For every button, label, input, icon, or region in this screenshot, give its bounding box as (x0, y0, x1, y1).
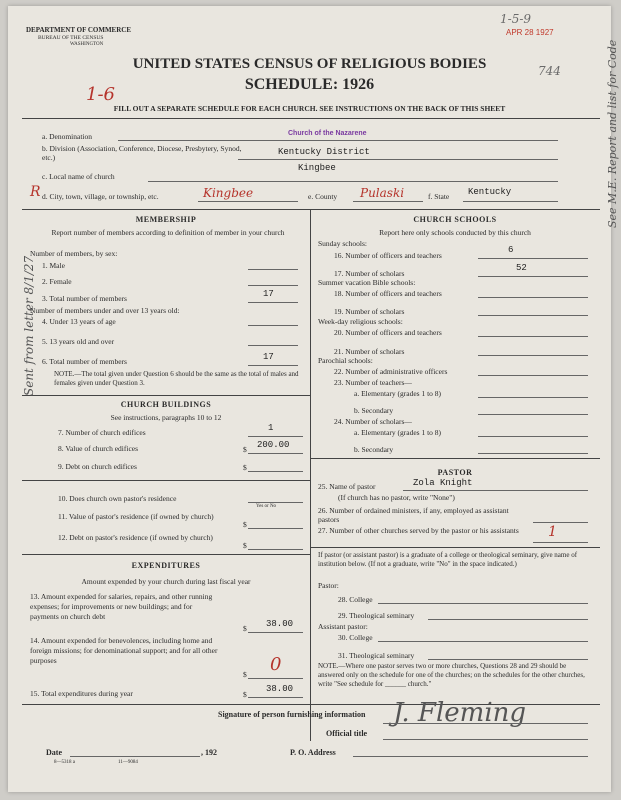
total-members-value: 17 (263, 289, 274, 299)
edifice-value: 200.00 (257, 440, 290, 450)
city-field-value: Kingbee (203, 186, 254, 200)
running-expenses-value: 38.00 (266, 619, 294, 629)
denomination-label: a. Denomination (42, 132, 92, 141)
received-date-stamp: APR 28 1927 (506, 28, 554, 37)
official-title-label: Official title (326, 729, 368, 738)
benevolence-value: 0 (270, 654, 282, 675)
bureau-label: BUREAU OF THE CENSUS (38, 35, 104, 41)
form-instruction: FILL OUT A SEPARATE SCHEDULE FOR EACH CHURCH. SEE INSTRUCTIONS ON THE BACK OF THIS SHEET (113, 104, 506, 113)
sunday-scholars-value: 52 (516, 263, 527, 273)
membership-intro: Report number of members according to definition of member in your church (51, 228, 285, 237)
denomination-value: Church of the Nazarene (288, 130, 367, 137)
total-members-value-2: 17 (263, 352, 274, 362)
stamp-code: 744 (538, 64, 561, 78)
left-margin-note: Sent from letter 8/1/27 (22, 255, 36, 396)
buildings-heading: CHURCH BUILDINGS (120, 400, 212, 409)
division-value: Kentucky District (278, 147, 370, 157)
stamp-number: 1-5-9 (500, 12, 532, 26)
edifices-value: 1 (268, 423, 274, 433)
form-title: UNITED STATES CENSUS OF RELIGIOUS BODIES (132, 56, 487, 72)
department-label: DEPARTMENT OF COMMERCE (26, 26, 132, 34)
city-label: WASHINGTON (70, 42, 104, 47)
header-rule (22, 118, 600, 119)
county-label: e. County (308, 192, 338, 201)
hand-r-mark: R (30, 184, 41, 200)
pastor-heading: PASTOR (437, 468, 473, 477)
census-schedule-sheet: DEPARTMENT OF COMMERCE BUREAU OF THE CENSUS WASHINGTON 1-5-9 APR 28 1927 744 UNITED STATES CENSUS OF RELIGIOUS BODIES SCHEDULE: 1926 1-6 FILL OUT A SEPARATE SCHEDULE FOR EACH CHURCH. SEE INSTRUCTIONS ON THE BACK OF THIS SHEET a. Denomination Church of the Nazarene b. Division (Association, Conference, Diocese, Presbytery, Synod, etc.) Kentucky District Kingbee c. Local name of church R d. City, town, village, or township, etc. Kingbee e. County Pulaski f. State Kentucky MEMBERSHIP Report number of members according to definition of member in your church Number of members, by sex: 1. Male 2. Female 3. Total number of members 17 Number of members under and over 13 years old: 4. Under 13 years of age 5. 13 years old and over 6. Total number of members 17 NOTE.—The total given under Question 6 should be the same as the total of males and females given under Question 3. CHURCH BUILDINGS See instructions, paragraphs 10 to 12 7. Number of church edifices 1 8. Value of church edifices $ 200.00 9. Debt on church edifices $ 10. Does church own pastor's residence Yes or No 11. Value of pastor's residence (if owned by church) $ 12. Debt on pastor's residence (if owned by church) $ EXPENDITURES Amount expended by your church during last fiscal year 13. Amount expended for salaries, repairs, and other running expenses; for improvements or new buildings; and for payments on church debt $ 38.00 14. Amount expended for benevolences, including home and foreign missions; for denominational support; and for all other purposes $ 0 15. Total expenditures during year $ 38.00 CHURCH SCHOOLS Report here only schools conducted by this church Sunday schools: 16. Number of officers and teachers 6 17. Number of scholars 52 Summer vacation Bible schools: 18. Number of officers and teachers 19. Number of scholars Week-day religious schools: 20. Number of officers and teachers 21. Number of scholars Parochial schools: 22. Number of administrative officers 23. Number of teachers— a. Elementary (grades 1 to 8) b. Secondary 24. Number of scholars— a. Elementary (grades 1 to 8) b. Secondary PASTOR 25. Name of pastor Zola Knight (If church has no pastor, write "None") 26. Number of ordained ministers, if any, employed as assistant pastors 27. Number of other churches served by the pastor or his assistants 1 If pastor (or assistant pastor) is a graduate of a college or theological seminary, give name of institution below. (If not a graduate, write "No" in the space indicated.) Pastor: 28. College 29. Theological seminary Assistant pastor: 30. College 31. Theological seminary NOTE.—Where one pastor serves two or more churches, Questions 28 and 29 should be answered only on the schedule for one of the churches; on the schedules for the other churches, write "See schedule for ______ church." Signature of person furnishing information J. Fleming Official title Date , 192 P. O. Address 8—5318 a 11—9084 Sent from letter 8/1/27 See M.E. Report and list for Code (8, 6, 611, 792)
date-label: Date (46, 748, 62, 757)
signature: J. Fleming (393, 698, 527, 728)
church-name-label: c. Local name of church (42, 172, 115, 181)
total-expenditures-value: 38.00 (266, 684, 294, 694)
hand-code: 1-6 (86, 84, 115, 105)
membership-note: NOTE.—The total given under Question 6 should be the same as the total of males and females given under Question 3. (54, 370, 299, 387)
schools-heading: CHURCH SCHOOLS (413, 215, 497, 224)
church-name-value: Kingbee (298, 163, 336, 173)
county-value: Pulaski (360, 186, 405, 200)
expenditures-heading: EXPENDITURES (131, 561, 201, 570)
pastor-name-value: Zola Knight (413, 478, 473, 488)
right-margin-note: See M.E. Report and list for Code (606, 39, 619, 228)
city-field-label: d. City, town, village, or township, etc. (42, 192, 159, 201)
form-subtitle: SCHEDULE: 1926 (244, 76, 375, 93)
state-value: Kentucky (468, 187, 512, 197)
po-address-label: P. O. Address (290, 748, 336, 757)
division-label: b. Division (Association, Conference, Diocese, Presbytery, Synod, etc.) (42, 144, 242, 162)
state-label: f. State (428, 192, 450, 201)
membership-heading: MEMBERSHIP (135, 215, 197, 224)
signature-label: Signature of person furnishing information (218, 710, 366, 719)
other-churches-value: 1 (548, 524, 557, 540)
sunday-teachers-value: 6 (508, 245, 514, 255)
